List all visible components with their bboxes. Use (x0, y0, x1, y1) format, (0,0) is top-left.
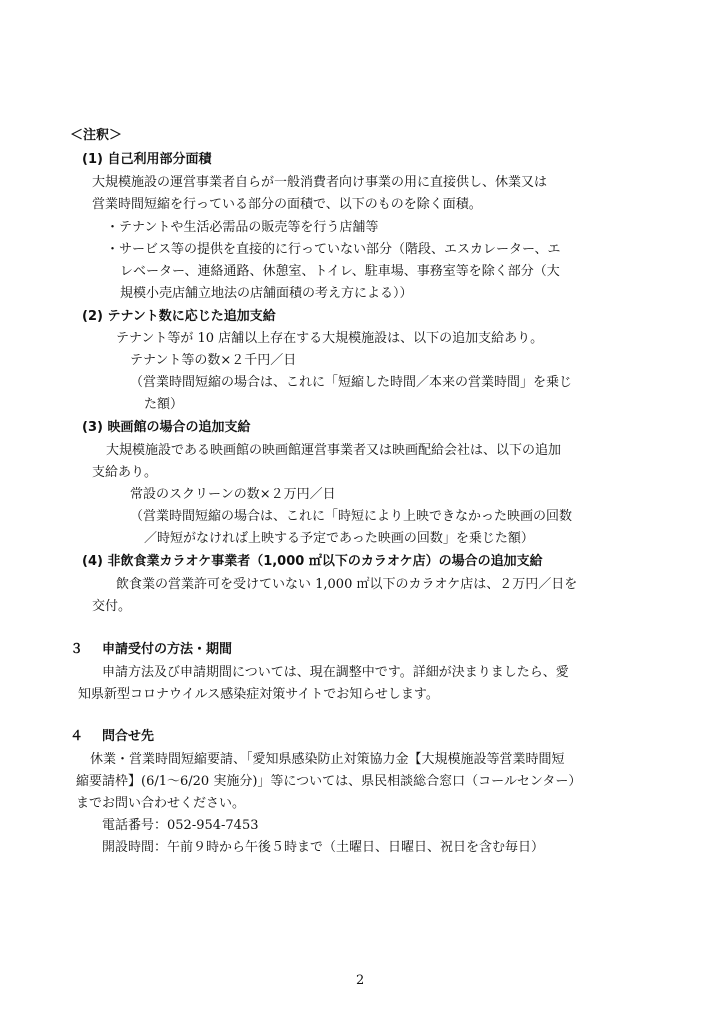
note-2-line: （営業時間短縮の場合は、これに「短縮した時間／本来の営業時間」を乗じ (130, 375, 573, 390)
page-number: 2 (356, 973, 365, 988)
note-2-line: た額） (144, 397, 184, 412)
note-3-line: （営業時間短縮の場合は、これに「時短により上映できなかった映画の回数 (130, 509, 573, 524)
note-1-bullet-cont: 規模小売店舗立地法の店舗面積の考え方による）） (120, 286, 413, 301)
note-3-line: ／時短がなければ上映する予定であった映画の回数」を乗じた額） (144, 531, 534, 546)
note-4-title: (4) 非飲食業カラオケ事業者（1,000 ㎡以下のカラオケ店）の場合の追加支給 (82, 554, 543, 569)
section-4-line: 縮要請枠】(6/1～6/20 実施分)」等については、県民相談総合窓口（コールセンター） (76, 774, 582, 789)
note-1-line: 大規模施設の運営事業者自らが一般消費者向け事業の用に直接供し、休業又は (92, 175, 548, 190)
note-1-bullet-cont: レベーター、連絡通路、休憩室、トイレ、駐車場、事務室等を除く部分（大 (120, 264, 560, 279)
note-3-title: (3) 映画館の場合の追加支給 (82, 420, 251, 435)
section-4-line: までお問い合わせください。 (76, 796, 246, 811)
section-3-line: 申請方法及び申請期間については、現在調整中です。詳細が決まりましたら、愛 (102, 665, 569, 680)
note-4-line: 交付。 (92, 599, 132, 614)
note-3-line: 大規模施設である映画館の映画館運営事業者又は映画配給会社は、以下の追加 (106, 443, 562, 458)
note-3-line: 支給あり。 (92, 465, 158, 480)
note-3-formula: 常設のスクリーンの数×２万円／日 (130, 487, 336, 502)
note-2-formula: テナント等の数×２千円／日 (130, 353, 297, 368)
section-3-line: 知県新型コロナウイルス感染症対策サイトでお知らせします。 (78, 687, 439, 702)
section-3-number: ３ (70, 642, 84, 657)
note-1-bullet: ・サービス等の提供を直接的に行っていない部分（階段、エスカレーター、エ (106, 242, 561, 257)
section-3-title: 申請受付の方法・期間 (102, 642, 233, 657)
note-4-line: 飲食業の営業許可を受けていない 1,000 ㎡以下のカラオケ店は、２万円／日を (116, 577, 578, 592)
section-4-title: 問合せ先 (102, 729, 155, 744)
note-2-title: (2) テナント数に応じた追加支給 (82, 309, 276, 324)
office-hours: 開設時間：午前９時から午後５時まで（土曜日、日曜日、祝日を含む毎日） (102, 840, 545, 855)
note-1-bullet: ・テナントや生活必需品の販売等を行う店舗等 (106, 220, 379, 235)
phone-number: 電話番号：052-954-7453 (102, 818, 259, 833)
section-4-number: ４ (70, 729, 84, 744)
note-1-line: 営業時間短縮を行っている部分の面積で、以下のものを除く面積。 (92, 197, 482, 212)
note-1-title: (1) 自己利用部分面積 (82, 152, 212, 167)
section-4-line: 休業・営業時間短縮要請、「愛知県感染防止対策協力金【大規模施設等営業時間短 (90, 752, 565, 767)
notes-heading: ＜注釈＞ (70, 128, 123, 143)
note-2-line: テナント等が 10 店舗以上存在する大規模施設は、以下の追加支給あり。 (116, 331, 544, 346)
